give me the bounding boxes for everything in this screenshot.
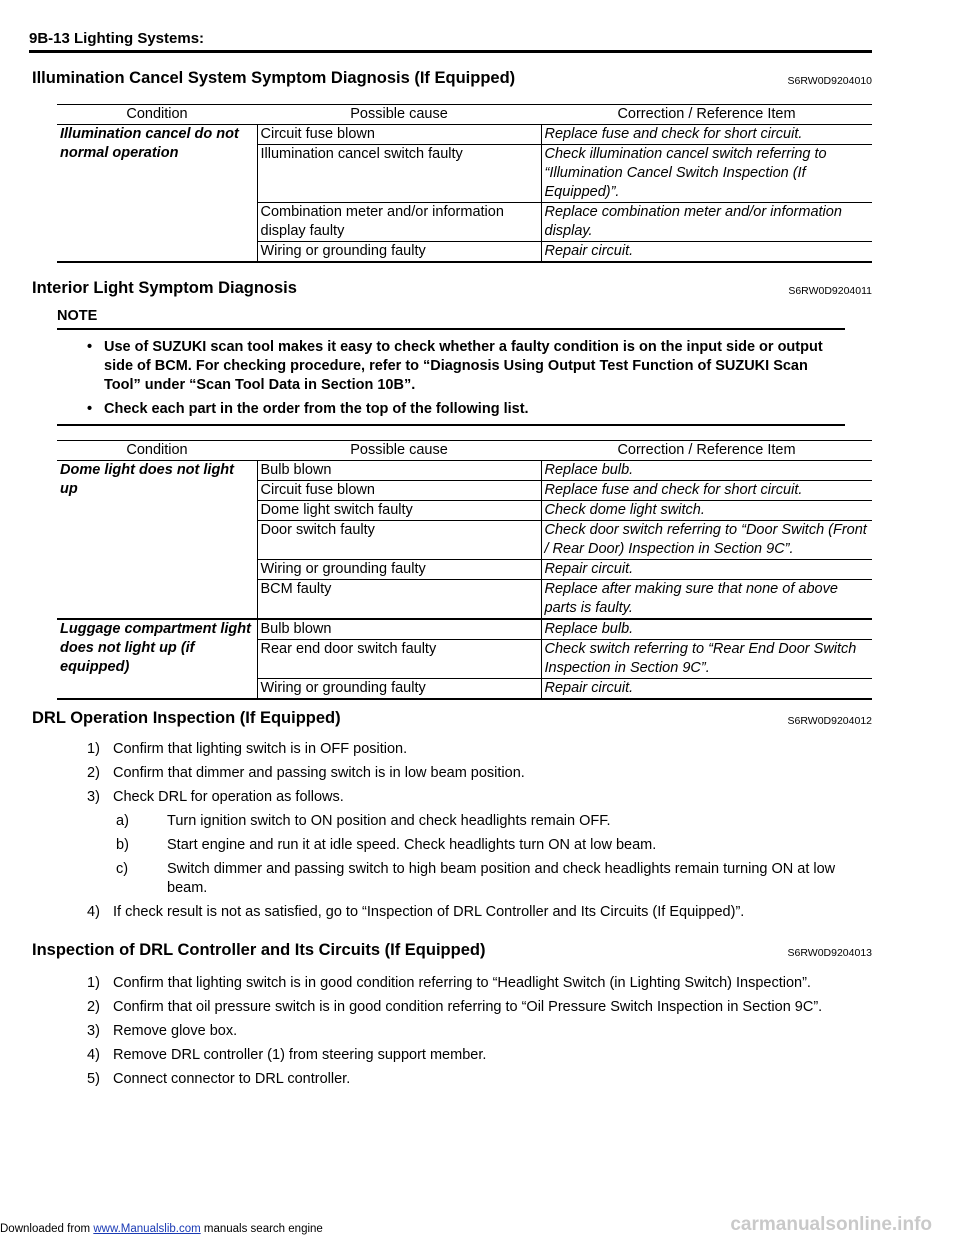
footer-prefix: Downloaded from — [0, 1223, 94, 1235]
section-title-drl-operation — [32, 708, 872, 728]
step-item — [57, 740, 872, 759]
note-bottom-rule — [57, 424, 845, 426]
header-correction: Correction / Reference Item — [541, 105, 872, 125]
step-text: Confirm that lighting switch is in OFF position. — [113, 741, 408, 757]
cause-cell: Wiring or grounding faulty — [257, 679, 541, 700]
step-item — [57, 764, 872, 783]
cause-cell: Circuit fuse blown — [257, 125, 541, 145]
step-number: 4) — [87, 904, 100, 920]
note-text: Use of SUZUKI scan tool makes it easy to check whether a faulty condition is on the input side or output side of BCM. For checking procedure, refer to “Diagnosis Using Output Test Function of SUZUKI Scan Tool” under “Scan Tool Data in Section 10B”. — [104, 339, 823, 393]
table-row — [57, 461, 872, 481]
section-code: S6RW0D9204013 — [787, 947, 872, 959]
table-row — [57, 619, 872, 640]
table-row — [57, 125, 872, 145]
section-code: S6RW0D9204010 — [787, 75, 872, 87]
step-text: Remove DRL controller (1) from steering support member. — [113, 1047, 487, 1063]
bullet-icon: • — [87, 339, 93, 355]
substep-text: Switch dimmer and passing switch to high beam position and check headlights remain turning ON at low beam. — [167, 861, 836, 896]
cause-cell: Rear end door switch faulty — [257, 640, 541, 679]
header-rule — [29, 50, 872, 53]
step-number: 2) — [87, 765, 100, 781]
substep-item — [57, 812, 872, 831]
cause-cell: Combination meter and/or information display faulty — [257, 203, 541, 242]
section-title-text: Interior Light Symptom Diagnosis — [32, 279, 297, 297]
cause-cell: Dome light switch faulty — [257, 501, 541, 521]
substep-item — [57, 836, 872, 855]
drl-operation-steps — [57, 740, 872, 927]
step-item — [57, 998, 872, 1017]
section-title-drl-controller — [32, 940, 872, 960]
note-text: Check each part in the order from the top of the following list. — [104, 401, 529, 417]
section-title-text: DRL Operation Inspection (If Equipped) — [32, 709, 341, 727]
correction-cell: Replace bulb. — [541, 461, 872, 481]
step-number: 5) — [87, 1071, 100, 1087]
watermark-text: carmanualsonline.info — [730, 1214, 932, 1235]
step-number: 2) — [87, 999, 100, 1015]
correction-cell: Replace bulb. — [541, 619, 872, 640]
note-item — [57, 338, 845, 395]
correction-cell: Repair circuit. — [541, 560, 872, 580]
cause-cell: Illumination cancel switch faulty — [257, 145, 541, 203]
condition-cell: Luggage compartment light does not light up (if equipped) — [57, 619, 257, 699]
step-item — [57, 1046, 872, 1065]
substep-text: Start engine and run it at idle speed. Check headlights turn ON at low beam. — [167, 837, 657, 853]
illumination-cancel-diagnosis-table — [57, 104, 872, 263]
step-number: 3) — [87, 1023, 100, 1039]
note-list — [57, 338, 845, 419]
footer-suffix: manuals search engine — [200, 1223, 323, 1235]
page-header: 9B-13 Lighting Systems: — [29, 30, 205, 47]
step-text: Confirm that lighting switch is in good condition referring to “Headlight Switch (in Lighting Switch) Inspection”. — [113, 975, 811, 991]
cause-cell: Bulb blown — [257, 619, 541, 640]
step-text: Connect connector to DRL controller. — [113, 1071, 351, 1087]
section-title-text: Illumination Cancel System Symptom Diagnosis (If Equipped) — [32, 69, 516, 87]
step-text: If check result is not as satisfied, go to “Inspection of DRL Controller and Its Circuits (If Equipped)”. — [113, 904, 745, 920]
correction-cell: Replace fuse and check for short circuit. — [541, 481, 872, 501]
correction-cell: Check dome light switch. — [541, 501, 872, 521]
condition-cell: Illumination cancel do not normal operation — [57, 125, 257, 263]
cause-cell: Bulb blown — [257, 461, 541, 481]
substep-text: Turn ignition switch to ON position and check headlights remain OFF. — [167, 813, 611, 829]
note-top-rule — [57, 328, 845, 330]
step-text: Confirm that oil pressure switch is in good condition referring to “Oil Pressure Switch Inspection in Section 9C”. — [113, 999, 823, 1015]
section-title-text: Inspection of DRL Controller and Its Circuits (If Equipped) — [32, 941, 486, 959]
correction-cell: Repair circuit. — [541, 242, 872, 263]
step-item — [57, 1022, 872, 1041]
section-title-interior-light — [32, 278, 872, 298]
section-code: S6RW0D9204012 — [787, 715, 872, 727]
cause-cell: Circuit fuse blown — [257, 481, 541, 501]
bullet-icon: • — [87, 401, 93, 417]
note-item — [57, 400, 845, 419]
cause-cell: BCM faulty — [257, 580, 541, 620]
step-number: 1) — [87, 741, 100, 757]
step-text: Confirm that dimmer and passing switch is in low beam position. — [113, 765, 525, 781]
download-footer — [0, 1222, 323, 1236]
drl-controller-steps — [57, 974, 872, 1094]
manualslib-link[interactable]: www.Manualslib.com — [93, 1223, 201, 1235]
interior-light-diagnosis-table — [57, 440, 872, 700]
step-text: Check DRL for operation as follows. — [113, 789, 344, 805]
table-header-row — [57, 105, 872, 125]
substep-letter: b) — [116, 837, 129, 853]
correction-cell: Check door switch referring to “Door Switch (Front / Rear Door) Inspection in Section 9C”. — [541, 521, 872, 560]
correction-cell: Repair circuit. — [541, 679, 872, 700]
step-number: 1) — [87, 975, 100, 991]
step-number: 3) — [87, 789, 100, 805]
substep-letter: c) — [116, 861, 129, 877]
section-code: S6RW0D9204011 — [788, 285, 872, 297]
cause-cell: Door switch faulty — [257, 521, 541, 560]
step-item — [57, 974, 872, 993]
note-title: NOTE — [57, 308, 98, 324]
step-item — [57, 1070, 872, 1089]
correction-cell: Check illumination cancel switch referring to “Illumination Cancel Switch Inspection (If Equipped)”. — [541, 145, 872, 203]
correction-cell: Replace fuse and check for short circuit. — [541, 125, 872, 145]
step-item — [57, 788, 872, 807]
table-header-row — [57, 441, 872, 461]
cause-cell: Wiring or grounding faulty — [257, 242, 541, 263]
correction-cell: Replace after making sure that none of above parts is faulty. — [541, 580, 872, 620]
substep-item — [57, 860, 872, 898]
correction-cell: Check switch referring to “Rear End Door Switch Inspection in Section 9C”. — [541, 640, 872, 679]
step-number: 4) — [87, 1047, 100, 1063]
cause-cell: Wiring or grounding faulty — [257, 560, 541, 580]
step-text: Remove glove box. — [113, 1023, 238, 1039]
step-item — [57, 903, 872, 922]
section-title-illumination-cancel — [32, 68, 872, 88]
header-condition: Condition — [57, 441, 257, 461]
header-cause: Possible cause — [257, 441, 541, 461]
condition-cell: Dome light does not light up — [57, 461, 257, 620]
correction-cell: Replace combination meter and/or information display. — [541, 203, 872, 242]
header-cause: Possible cause — [257, 105, 541, 125]
header-correction: Correction / Reference Item — [541, 441, 872, 461]
substep-letter: a) — [116, 813, 129, 829]
header-condition: Condition — [57, 105, 257, 125]
